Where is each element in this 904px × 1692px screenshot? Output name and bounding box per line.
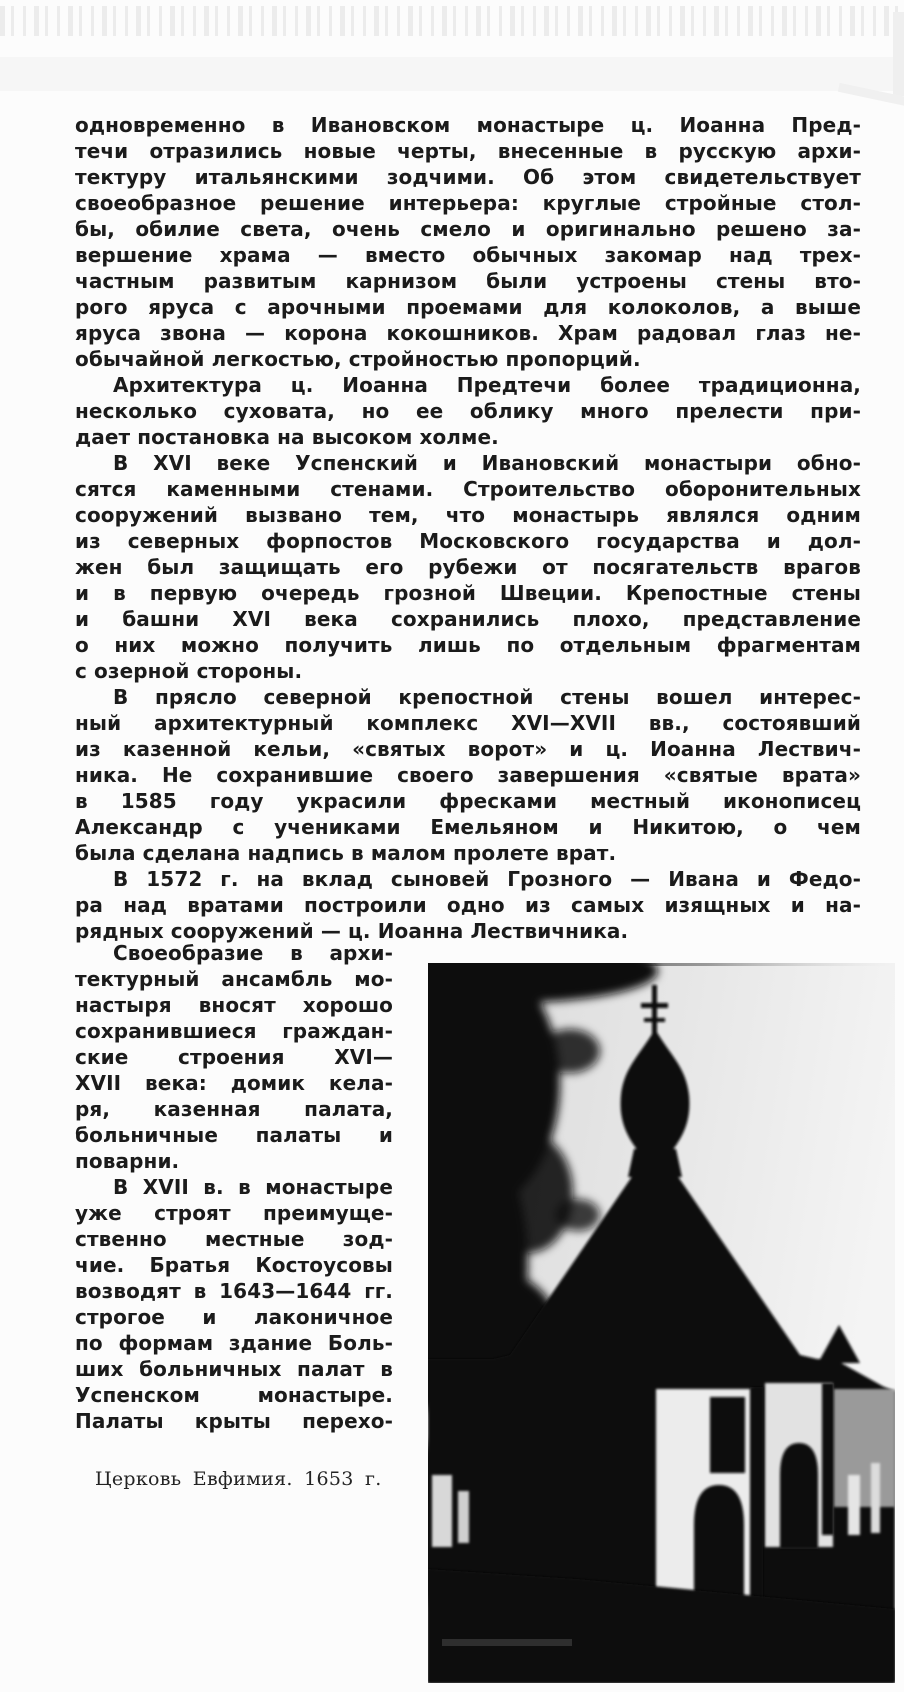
- text-line: ственно местные зод-: [75, 1227, 393, 1251]
- text-line: ника. Не сохранившие своего завершения «святые врата»: [75, 763, 861, 787]
- text-line: течи отразились новые черты, внесенные в русскую архи-: [75, 139, 861, 163]
- text-line: В XVI веке Успенский и Ивановский монастыри обно-: [113, 451, 861, 475]
- text-line: и в первую очередь грозной Швеции. Крепостные стены: [75, 581, 861, 605]
- text-line: своеобразное решение интерьера: круглые стройные стол-: [75, 191, 861, 215]
- text-line: бы, обилие света, очень смело и оригинально решено за-: [75, 217, 861, 241]
- text-line: жен был защищать его рубежи от посягательств врагов: [75, 555, 861, 579]
- church-photo: [428, 963, 895, 1683]
- text-line: несколько суховата, но ее облику много прелести при-: [75, 399, 861, 423]
- text-line: тектуру итальянскими зодчими. Об этом свидетельствует: [75, 165, 861, 189]
- text-line: рядных сооружений — ц. Иоанна Лествичника.: [75, 919, 629, 943]
- text-line: возводят в 1643—1644 гг.: [75, 1279, 393, 1303]
- text-line: одновременно в Ивановском монастыре ц. Иоанна Пред-: [75, 113, 861, 137]
- text-line: ские строения XVI—: [75, 1045, 393, 1069]
- text-line: настыря вносят хорошо: [75, 993, 393, 1017]
- text-line: дает постановка на высоком холме.: [75, 425, 499, 449]
- scan-edge-mark: [893, 12, 904, 96]
- text-line: сятся каменными стенами. Строительство оборонительных: [75, 477, 861, 501]
- article-column-text: [75, 940, 393, 1434]
- photo-ground-highlight: [442, 1639, 572, 1646]
- text-line: больничные палаты и: [75, 1123, 393, 1147]
- photo-caption: Церковь Евфимия. 1653 г.: [95, 1468, 382, 1490]
- text-line: Палаты крыты перехо-: [75, 1409, 393, 1433]
- text-line: была сделана надпись в малом пролете врат.: [75, 841, 617, 865]
- scan-artifact-shadow: [0, 57, 904, 91]
- text-line: строгое и лаконичное: [75, 1305, 393, 1329]
- text-line: уже строят преимуще-: [75, 1201, 393, 1225]
- text-line: с озерной стороны.: [75, 659, 303, 683]
- text-line: сохранившиеся граждан-: [75, 1019, 393, 1043]
- text-line: в 1585 году украсили фресками местный иконописец: [75, 789, 861, 813]
- church-photo-image: [428, 963, 895, 1683]
- text-line: ра над вратами построили одно из самых изящных и на-: [75, 893, 861, 917]
- text-line: Своеобразие в архи-: [113, 941, 393, 965]
- text-line: сооружений вызвано тем, что монастырь являлся одним: [75, 503, 861, 527]
- article-text-block: [75, 112, 861, 944]
- text-line: ших больничных палат в: [75, 1357, 393, 1381]
- text-line: поварни.: [75, 1149, 180, 1173]
- text-line: Александр с учениками Емельяном и Никитою, о чем: [75, 815, 861, 839]
- text-line: ря, казенная палата,: [75, 1097, 393, 1121]
- text-line: частным развитым карнизом были устроены стены вто-: [75, 269, 861, 293]
- text-line: В прясло северной крепостной стены вошел интерес-: [113, 685, 861, 709]
- text-line: из северных форпостов Московского государства и дол-: [75, 529, 861, 553]
- text-line: о них можно получить лишь по отдельным фрагментам: [75, 633, 861, 657]
- text-line: обычайной легкостью, стройностью пропорций.: [75, 347, 641, 371]
- scan-artifact-band: [0, 6, 904, 36]
- text-line: и башни XVI века сохранились плохо, представление: [75, 607, 861, 631]
- text-line: по формам здание Боль-: [75, 1331, 393, 1355]
- text-line: Архитектура ц. Иоанна Предтечи более традиционна,: [113, 373, 861, 397]
- text-line: яруса звона — корона кокошников. Храм радовал глаз не-: [75, 321, 861, 345]
- text-line: В 1572 г. на вклад сыновей Грозного — Ивана и Федо-: [113, 867, 861, 891]
- text-line: рого яруса с арочными проемами для колоколов, а выше: [75, 295, 861, 319]
- text-line: чие. Братья Костоусовы: [75, 1253, 393, 1277]
- text-line: вершение храма — вместо обычных закомар над трех-: [75, 243, 861, 267]
- text-line: XVII века: домик кела-: [75, 1071, 393, 1095]
- text-line: из казенной кельи, «святых ворот» и ц. Иоанна Лествич-: [75, 737, 861, 761]
- text-line: Успенском монастыре.: [75, 1383, 393, 1407]
- text-line: ный архитектурный комплекс XVI—XVII вв., состоявший: [75, 711, 861, 735]
- text-line: В XVII в. в монастыре: [113, 1175, 393, 1199]
- text-line: тектурный ансамбль мо-: [75, 967, 393, 991]
